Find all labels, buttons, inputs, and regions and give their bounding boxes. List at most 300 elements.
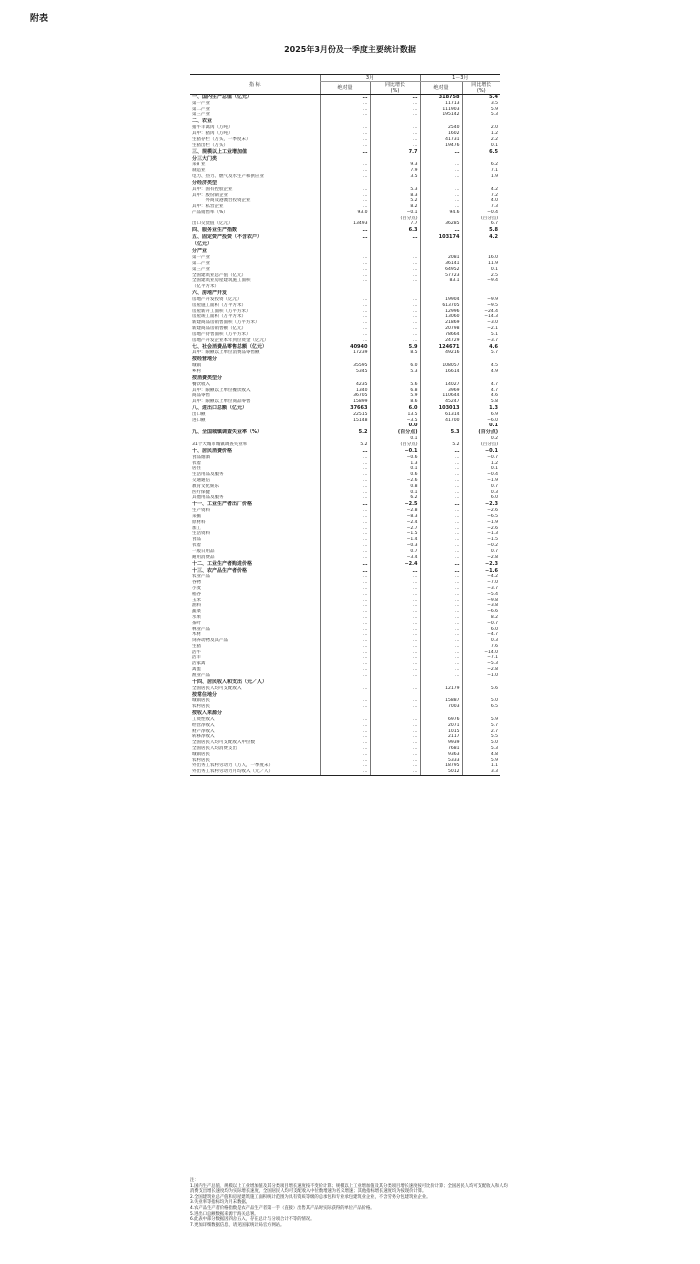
- month-absolute-cell: [320, 118, 370, 125]
- month-growth-cell: [370, 679, 420, 686]
- month-absolute-cell: 93.0: [320, 210, 370, 216]
- month-growth-cell: −0.1: [370, 448, 420, 455]
- quarter-absolute-cell: 1602: [420, 131, 462, 137]
- month-growth-cell: 9.3: [370, 162, 420, 168]
- month-growth-cell: 5.2: [370, 198, 420, 204]
- percent-label: (%): [476, 88, 486, 94]
- month-absolute-cell: …: [320, 560, 370, 567]
- indicator-cell: 生产资料: [192, 508, 210, 514]
- month-growth-cell: −2.4: [370, 560, 420, 567]
- quarter-absolute-cell: …: [420, 603, 462, 609]
- table-row: [190, 248, 500, 255]
- quarter-absolute-cell: …: [420, 508, 462, 514]
- month-growth-cell: …: [370, 627, 420, 633]
- quarter-absolute-cell: 110644: [420, 393, 462, 399]
- table-row: [190, 155, 500, 162]
- month-absolute-cell: …: [320, 484, 370, 490]
- indicator-cell: 教育文化娱乐: [192, 483, 219, 489]
- month-growth-cell: [370, 710, 420, 717]
- month-growth-cell: [370, 248, 420, 255]
- month-absolute-cell: …: [320, 193, 370, 199]
- quarter-growth-cell: 7.2: [462, 193, 500, 199]
- quarter-growth-cell: 4.2: [462, 187, 500, 193]
- month-growth-cell: …: [370, 297, 420, 303]
- quarter-absolute-cell: 36285: [420, 221, 462, 227]
- indicator-cell: 分三大门类: [192, 155, 218, 162]
- quarter-growth-cell: [462, 155, 500, 162]
- table-row: [190, 501, 500, 508]
- quarter-growth-cell: 8.2: [462, 615, 500, 621]
- month-growth-cell: …: [370, 326, 420, 332]
- indicator-cell: 按常住地分: [192, 691, 218, 698]
- quarter-growth-cell: −3.7: [462, 338, 500, 344]
- indicator-cell: 采矿业: [192, 162, 206, 168]
- indicator-cell: 全国居民人均可支配收入: [192, 685, 242, 691]
- quarter-growth-cell: −2.6: [462, 508, 500, 514]
- quarter-absolute-cell: 19476: [420, 143, 462, 149]
- indicator-cell: 玉米: [192, 597, 201, 603]
- table-row: [190, 429, 500, 436]
- month-growth-cell: …: [370, 609, 420, 615]
- month-absolute-cell: …: [320, 332, 370, 338]
- month-absolute-cell: …: [320, 717, 370, 723]
- indicator-cell: 四、服务业生产指数: [192, 227, 238, 234]
- month-growth-cell: 5.3: [370, 369, 420, 375]
- quarter-growth-cell: 0.1: [462, 423, 500, 429]
- footnote-line: 2.全国建筑业总产值和房屋建筑施工面积统计范围为具有资质等级的总承包和专业承包建筑业企业，不含劳务分包建筑业企业。: [190, 1194, 431, 1200]
- month-growth-cell: …: [370, 261, 420, 267]
- quarter-absolute-cell: …: [420, 549, 462, 555]
- month-absolute-cell: …: [320, 752, 370, 758]
- indicator-cell: 茶叶: [192, 620, 201, 626]
- month-absolute-cell: …: [320, 204, 370, 210]
- quarter-growth-cell: −2.1: [462, 326, 500, 332]
- month-growth-cell: 5.9: [370, 343, 420, 350]
- quarter-growth-cell: 5.8: [462, 227, 500, 234]
- quarter-absolute-cell: 1015: [420, 729, 462, 735]
- month-growth-cell: …: [370, 621, 420, 627]
- month-growth-cell: …: [370, 278, 420, 284]
- quarter-growth-cell: [462, 691, 500, 698]
- month-growth-cell: …: [370, 101, 420, 107]
- indicator-cell: 第一产业: [192, 255, 210, 261]
- month-absolute-cell: …: [320, 627, 370, 633]
- quarter-growth-cell: 0.7: [462, 484, 500, 490]
- table-row: [190, 448, 500, 455]
- month-growth-cell: …: [370, 234, 420, 241]
- indicator-cell: 食品烟酒: [192, 454, 210, 460]
- quarter-growth-cell: 1.1: [462, 763, 500, 769]
- indicator-cell: 稻谷: [192, 591, 201, 597]
- quarter-growth-cell: −4.2: [462, 574, 500, 580]
- month-absolute-cell: …: [320, 137, 370, 143]
- indicator-cell: 木材: [192, 632, 201, 638]
- table-header: [190, 75, 500, 95]
- quarter-absolute-cell: …: [420, 490, 462, 496]
- quarter-growth-cell: 2.7: [462, 729, 500, 735]
- month-growth-cell: 8.2: [370, 204, 420, 210]
- quarter-growth-cell: [462, 710, 500, 717]
- quarter-absolute-cell: 61314: [420, 412, 462, 418]
- quarter-growth-cell: (百分点): [462, 442, 500, 448]
- statistics-table: [190, 74, 500, 776]
- month-growth-cell: 7.7: [370, 148, 420, 155]
- quarter-absolute-cell: …: [420, 501, 462, 508]
- month-growth-cell: …: [370, 655, 420, 661]
- quarter-growth-cell: 5.9: [462, 717, 500, 723]
- quarter-absolute-cell: …: [420, 187, 462, 193]
- month-growth-cell: 8.5: [370, 350, 420, 356]
- indicator-cell: 食品: [192, 537, 201, 543]
- quarter-growth-cell: 4.6: [462, 343, 500, 350]
- page-title: 2025年3月份及一季度主要统计数据: [284, 45, 416, 54]
- month-absolute-cell: [320, 290, 370, 297]
- month-growth-cell: 8.3: [370, 193, 420, 199]
- month-growth-cell: …: [370, 650, 420, 656]
- month-absolute-cell: …: [320, 746, 370, 752]
- month-header: 3月: [320, 75, 420, 82]
- quarter-growth-cell: 2.0: [462, 125, 500, 131]
- month-growth-cell: …: [370, 567, 420, 574]
- quarter-growth-cell: 1.3: [462, 405, 500, 412]
- indicator-cell: 十、居民消费价格: [192, 448, 233, 455]
- month-growth-cell: 8.6: [370, 399, 420, 405]
- quarter-growth-cell: 5.5: [462, 734, 500, 740]
- table-row: [190, 560, 500, 567]
- quarter-absolute-cell: …: [420, 638, 462, 644]
- indicator-cell: 房屋新开工面积（万平方米）: [192, 308, 251, 314]
- indicator-cell: 九、全国城镇调查失业率（%）: [192, 429, 263, 436]
- indicator-cell: 小麦: [192, 585, 201, 591]
- quarter-growth-cell: [462, 118, 500, 125]
- quarter-growth-cell: 7.1: [462, 168, 500, 174]
- month-absolute-cell: …: [320, 168, 370, 174]
- indicator-cell: 生猪存栏（万头，一季度末）: [192, 136, 251, 142]
- month-growth-cell: …: [370, 273, 420, 279]
- month-absolute-cell: …: [320, 621, 370, 627]
- month-growth-cell: …: [370, 107, 420, 113]
- indicator-cell: 交通通信: [192, 478, 210, 484]
- quarter-absolute-cell: 83.1: [420, 278, 462, 284]
- quarter-growth-cell: 6.9: [462, 412, 500, 418]
- month-growth-cell: …: [370, 763, 420, 769]
- month-absolute-cell: …: [320, 143, 370, 149]
- indicator-cell: 其中：限额以上单位餐饮收入: [192, 387, 251, 393]
- indicator-cell: 餐饮收入: [192, 381, 210, 387]
- indicator-cell: 外商及港澳台投资企业: [192, 198, 251, 204]
- quarter-absolute-cell: 2071: [420, 723, 462, 729]
- quarter-absolute-cell: …: [420, 227, 462, 234]
- month-absolute-cell: …: [320, 448, 370, 455]
- indicator-cell: 油料: [192, 603, 201, 609]
- quarter-growth-cell: [462, 679, 500, 686]
- indicator-cell: 八、进出口总额（亿元）: [192, 405, 248, 412]
- month-growth-cell: …: [370, 667, 420, 673]
- quarter-growth-cell: −0.2: [462, 543, 500, 549]
- indicator-cell: 按消费类型分: [192, 374, 223, 381]
- indicator-cell: 城镇居民: [192, 751, 210, 757]
- quarter-growth-cell: 4.0: [462, 198, 500, 204]
- month-absolute-cell: …: [320, 495, 370, 501]
- month-absolute-cell: …: [320, 729, 370, 735]
- month-growth-cell: …: [370, 255, 420, 261]
- quarter-growth-cell: −0.1: [462, 448, 500, 455]
- quarter-absolute-cell: 45247: [420, 399, 462, 405]
- month-growth-cell: …: [370, 615, 420, 621]
- quarter-growth-cell: 4.8: [462, 752, 500, 758]
- month-absolute-cell: …: [320, 644, 370, 650]
- month-absolute-cell: …: [320, 758, 370, 764]
- quarter-growth-cell: [462, 248, 500, 255]
- indicator-cell: 其中：猪肉（万吨）: [192, 130, 233, 136]
- month-absolute-cell: …: [320, 501, 370, 508]
- quarter-absolute-cell: …: [420, 567, 462, 574]
- month-absolute-cell: 22515: [320, 412, 370, 418]
- month-absolute-cell: …: [320, 255, 370, 261]
- month-growth-cell: …: [370, 632, 420, 638]
- indicator-cell: 第二产业: [192, 106, 210, 112]
- indicator-cell: 活牛: [192, 649, 201, 655]
- growth-label: 同比增长: [471, 82, 492, 88]
- quarter-absolute-cell: …: [420, 543, 462, 549]
- month-growth-cell: 0.6: [370, 472, 420, 478]
- quarter-absolute-cell: 5012: [420, 769, 462, 775]
- indicator-cell: 七、社会消费品零售总额（亿元）: [192, 343, 268, 350]
- indicator-cell: 一般日用品: [192, 548, 215, 554]
- quarter-growth-cell: −9.4: [462, 278, 500, 284]
- month-absolute-cell: …: [320, 555, 370, 561]
- month-growth-cell: −2.5: [370, 501, 420, 508]
- quarter-absolute-cell: …: [420, 526, 462, 532]
- month-absolute-cell: …: [320, 478, 370, 484]
- month-growth-cell: …: [370, 769, 420, 775]
- month-growth-cell: −2.6: [370, 478, 420, 484]
- quarter-growth-cell: 2.2: [462, 137, 500, 143]
- quarter-absolute-cell: 57723: [420, 273, 462, 279]
- quarter-absolute-cell: 78664: [420, 332, 462, 338]
- quarter-absolute-cell: …: [420, 531, 462, 537]
- indicator-cell: 全国建筑业总产值（亿元）: [192, 272, 246, 278]
- quarter-absolute-cell: 18795: [420, 763, 462, 769]
- indicator-cell: 外出务工农村劳动力月均收入（元／人）: [190, 769, 320, 775]
- quarter-growth-cell: 4.9: [462, 369, 500, 375]
- quarter-absolute-cell: 5333: [420, 758, 462, 764]
- month-absolute-cell: …: [320, 455, 370, 461]
- month-growth-cell: …: [370, 303, 420, 309]
- month-growth-cell: …: [370, 112, 420, 118]
- quarter-growth-cell: −3.7: [462, 586, 500, 592]
- quarter-absolute-cell: [420, 180, 462, 187]
- quarter-growth-cell: −14.3: [462, 314, 500, 320]
- indicator-cell: 原材料: [192, 519, 206, 525]
- indicator-cell: 十三、农产品生产者价格: [192, 567, 248, 574]
- month-growth-cell: …: [370, 729, 420, 735]
- quarter-growth-cell: 11.9: [462, 261, 500, 267]
- quarter-growth-cell: 5.7: [462, 723, 500, 729]
- month-absolute-cell: …: [320, 537, 370, 543]
- quarter-absolute-cell: …: [420, 495, 462, 501]
- month-growth-cell: −0.6: [370, 455, 420, 461]
- quarter-absolute-cell: 7681: [420, 746, 462, 752]
- month-absolute-cell: 13493: [320, 221, 370, 227]
- quarter-absolute-cell: 9363: [420, 752, 462, 758]
- month-absolute-cell: …: [320, 95, 370, 101]
- month-absolute-cell: …: [320, 472, 370, 478]
- month-growth-cell: …: [370, 125, 420, 131]
- indicator-cell: 其中：国有控股企业: [192, 186, 233, 192]
- month-absolute-cell: …: [320, 314, 370, 320]
- month-absolute-cell: …: [320, 543, 370, 549]
- month-growth-cell: …: [370, 752, 420, 758]
- quarter-growth-cell: 0.1: [462, 267, 500, 273]
- quarter-absolute-cell: …: [420, 148, 462, 155]
- quarter-absolute-cell: 20798: [420, 326, 462, 332]
- month-absolute-cell: 17239: [320, 350, 370, 356]
- quarter-growth-cell: 0.2: [462, 436, 500, 442]
- month-growth-cell: …: [370, 332, 420, 338]
- month-growth-cell: 6.3: [370, 227, 420, 234]
- month-absolute-cell: …: [320, 162, 370, 168]
- quarter-growth-cell: −1.9: [462, 478, 500, 484]
- month-growth-cell: …: [370, 698, 420, 704]
- month-growth-cell: 1.3: [370, 461, 420, 467]
- indicator-cell: 产品销售率（%）: [192, 209, 228, 215]
- quarter-growth-cell: [462, 375, 500, 382]
- quarter-absolute-cell: …: [420, 514, 462, 520]
- quarter-absolute-cell: 5.3: [420, 429, 462, 436]
- month-absolute-cell: …: [320, 592, 370, 598]
- quarter-absolute-cell: …: [420, 560, 462, 567]
- month-growth-cell: …: [370, 320, 420, 326]
- month-absolute-cell: …: [320, 267, 370, 273]
- quarter-absolute-cell: 49216: [420, 350, 462, 356]
- quarter-absolute-cell: …: [420, 644, 462, 650]
- quarter-growth-cell: −3.0: [462, 320, 500, 326]
- quarter-absolute-cell: …: [420, 168, 462, 174]
- quarter-growth-cell: −9.5: [462, 303, 500, 309]
- quarter-growth-cell: −9.8: [462, 598, 500, 604]
- month-growth-cell: …: [370, 603, 420, 609]
- table-row: [190, 118, 500, 125]
- quarter-absolute-cell: …: [420, 162, 462, 168]
- quarter-growth-cell: 0.3: [462, 638, 500, 644]
- indicator-cell: 第二产业: [192, 261, 210, 267]
- quarter-growth-cell: −7.0: [462, 580, 500, 586]
- indicator-cell: 林业产品: [192, 626, 210, 632]
- indicator-cell: 生猪: [192, 643, 201, 649]
- indicator-cell: 衣着: [192, 460, 201, 466]
- quarter-growth-cell: −6.0: [462, 418, 500, 424]
- quarter-absolute-cell: 13060: [420, 314, 462, 320]
- quarter-absolute-cell: 19904: [420, 297, 462, 303]
- table-row: [190, 567, 500, 574]
- quarter-absolute-cell: …: [420, 466, 462, 472]
- month-absolute-cell: …: [320, 638, 370, 644]
- quarter-growth-cell: −1.0: [462, 673, 500, 679]
- quarter-absolute-cell: …: [420, 461, 462, 467]
- month-absolute-cell: …: [320, 107, 370, 113]
- month-growth-cell: 0.1: [370, 490, 420, 496]
- month-growth-cell: −3.4: [370, 555, 420, 561]
- quarter-absolute-cell: [420, 155, 462, 162]
- indicator-cell: 农村居民: [192, 704, 210, 710]
- table-row: [190, 234, 500, 241]
- month-absolute-cell: 36705: [320, 393, 370, 399]
- quarter-growth-cell: [462, 356, 500, 363]
- month-growth-cell: [370, 356, 420, 363]
- month-absolute-cell: …: [320, 650, 370, 656]
- month-absolute-cell: …: [320, 580, 370, 586]
- month-absolute-cell: …: [320, 508, 370, 514]
- quarter-absolute-cell: 6976: [420, 717, 462, 723]
- quarter-absolute-cell: …: [420, 598, 462, 604]
- quarter-absolute-cell: [420, 375, 462, 382]
- quarter-absolute-cell: 3969: [420, 388, 462, 394]
- indicator-cell: 按收入来源分: [192, 710, 223, 717]
- indicator-cell: 全国居民人均消费支出: [192, 746, 237, 751]
- indicator-cell: 出口额: [192, 411, 206, 417]
- quarter-absolute-cell: …: [420, 574, 462, 580]
- quarter-absolute-cell: …: [420, 478, 462, 484]
- month-growth-cell: [370, 118, 420, 125]
- month-absolute-cell: …: [320, 309, 370, 315]
- quarter-growth-cell: −1.6: [462, 567, 500, 574]
- quarter-absolute-cell: [420, 710, 462, 717]
- indicator-cell: 十一、工业生产者出厂价格: [192, 501, 253, 508]
- quarter-absolute-cell: …: [420, 627, 462, 633]
- month-growth-cell: 6.0: [370, 405, 420, 412]
- indicator-cell: 房屋竣工面积（万平方米）: [192, 314, 246, 320]
- quarter-absolute-cell: 5.2: [420, 442, 462, 448]
- month-growth-cell: 7.7: [370, 221, 420, 227]
- indicator-cell: 十四、居民收入和支出（元／人）: [192, 678, 268, 685]
- quarter-growth-cell: 0.3: [462, 490, 500, 496]
- month-absolute-cell: …: [320, 520, 370, 526]
- month-absolute-cell: …: [320, 531, 370, 537]
- quarter-growth-cell: −1.5: [462, 537, 500, 543]
- month-absolute-cell: [320, 248, 370, 255]
- month-absolute-cell: …: [320, 763, 370, 769]
- table-row: [190, 290, 500, 297]
- indicator-cell: 城镇: [192, 363, 201, 369]
- percent-label: (%): [390, 88, 400, 94]
- indicator-cell: 六、房地产开发: [192, 290, 228, 297]
- month-growth-cell: −2.8: [370, 508, 420, 514]
- month-absolute-cell: …: [320, 273, 370, 279]
- quarter-growth-cell: −3.8: [462, 603, 500, 609]
- quarter-growth-cell: −0.7: [462, 621, 500, 627]
- indicator-cell: 全国建筑业房屋建筑施工面积: [192, 278, 251, 284]
- indicator-cell: 乡村: [192, 368, 201, 374]
- month-growth-cell: [370, 155, 420, 162]
- quarter-growth-cell: 4.7: [462, 382, 500, 388]
- month-growth-cell: 5.9: [370, 393, 420, 399]
- quarter-absolute-cell: …: [420, 555, 462, 561]
- month-absolute-cell: …: [320, 234, 370, 241]
- month-absolute-cell: 1340: [320, 388, 370, 394]
- quarter-growth-cell: [462, 180, 500, 187]
- quarter-absolute-cell: [420, 691, 462, 698]
- quarter-absolute-cell: …: [420, 204, 462, 210]
- month-absolute-cell: [320, 241, 370, 248]
- quarter-growth-cell: −5.3: [462, 661, 500, 667]
- quarter-growth-cell: 7.3: [462, 204, 500, 210]
- indicator-cell: 水果: [192, 614, 201, 620]
- month-growth-cell: …: [370, 740, 420, 746]
- quarter-growth-cell: 1.2: [462, 461, 500, 467]
- month-absolute-cell: …: [320, 567, 370, 574]
- quarter-absolute-cell: …: [420, 632, 462, 638]
